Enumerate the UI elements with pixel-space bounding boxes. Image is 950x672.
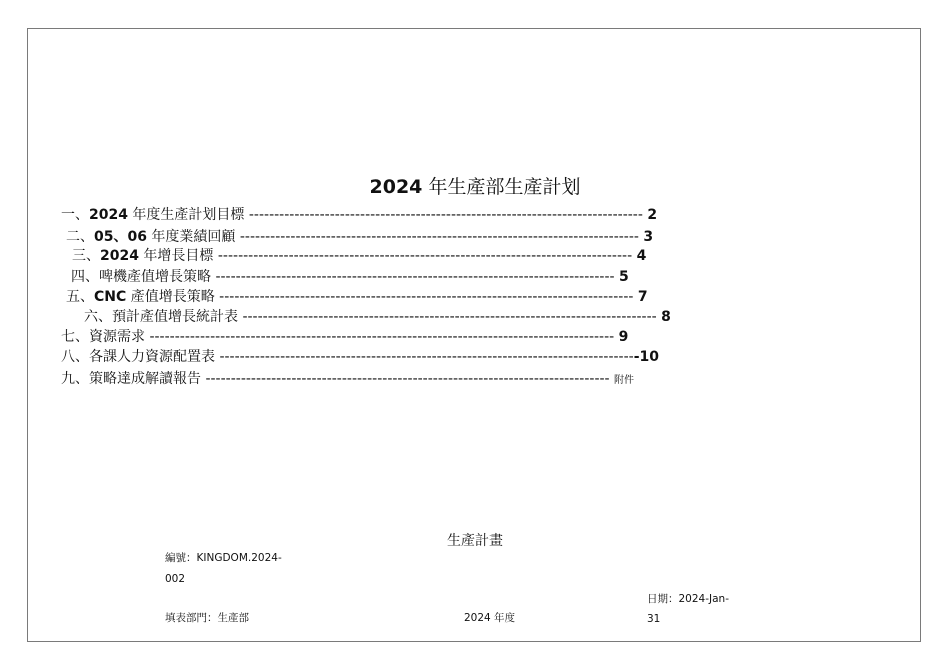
footer-title: 生產計畫 xyxy=(447,533,503,549)
toc-item-number: 九、 xyxy=(61,371,89,387)
toc-item-page: 5 xyxy=(619,269,629,285)
date-line2: 31 xyxy=(647,613,661,625)
toc-item-9[interactable] xyxy=(61,370,634,390)
toc-item-leader: ------------------------------------------------------------------------------ xyxy=(248,207,643,223)
toc-item-bold: CNC xyxy=(94,289,127,305)
toc-item-leader: ---------------------------------------------------------------------------------- xyxy=(219,289,634,305)
toc-item-leader: ------------------------------------------------------------------------------- xyxy=(239,229,639,245)
toc-item-page: 3 xyxy=(643,229,654,245)
document-code-line2: 002 xyxy=(165,573,186,585)
toc-item-5[interactable] xyxy=(66,288,648,306)
toc-item-page: -10 xyxy=(633,349,659,365)
toc-item-bold: 2024 xyxy=(89,207,128,223)
toc-item-title: 啤機產值增長策略 xyxy=(99,269,211,285)
toc-item-6[interactable] xyxy=(84,308,671,326)
toc-item-title: 年度業績回顧 xyxy=(151,229,236,245)
toc-item-title: 預計產值增長統計表 xyxy=(112,309,238,325)
toc-item-page: 8 xyxy=(661,309,671,325)
toc-item-8[interactable] xyxy=(61,348,659,366)
toc-item-title: 各課人力資源配置表 xyxy=(89,349,215,365)
toc-item-number: 七、 xyxy=(61,329,89,345)
toc-item-page: 2 xyxy=(647,207,658,223)
toc-item-bold: 05、06 xyxy=(94,229,147,245)
toc-item-2[interactable] xyxy=(66,228,653,246)
toc-item-leader: -------------------------------------------------------------------------------------------- xyxy=(149,329,615,345)
toc-item-leader: ---------------------------------------------------------------------------------- xyxy=(242,309,657,325)
title-text: 年生產部生產計划 xyxy=(428,176,581,198)
toc-item-page: 附件 xyxy=(614,375,635,386)
toc-item-7[interactable] xyxy=(61,328,628,346)
toc-item-1[interactable] xyxy=(61,206,657,224)
toc-item-leader: ---------------------------------------------------------------------------------- xyxy=(217,248,633,264)
toc-item-title: 年度生產計划目標 xyxy=(132,207,245,223)
toc-item-leader: ------------------------------------------------------------------------------- xyxy=(215,269,615,285)
toc-item-number: 六、 xyxy=(84,309,112,325)
department-field: 填表部門：生產部 xyxy=(165,612,249,624)
toc-item-4[interactable] xyxy=(71,268,629,286)
toc-item-title: 產值增長策略 xyxy=(130,289,215,305)
toc-item-title: 策略達成解讀報告 xyxy=(89,371,201,387)
fiscal-year: 2024 年度 xyxy=(464,612,516,624)
toc-item-number: 五、 xyxy=(66,289,94,305)
toc-item-number: 一、 xyxy=(61,207,89,223)
toc-item-bold: 2024 xyxy=(100,248,139,264)
toc-item-page: 9 xyxy=(618,329,629,345)
toc-item-leader: -------------------------------------------------------------------------------- xyxy=(205,371,610,387)
toc-item-title: 年增長目標 xyxy=(143,248,214,264)
toc-item-leader: ---------------------------------------------------------------------------------- xyxy=(219,349,634,365)
toc-item-page: 4 xyxy=(636,248,647,264)
toc-item-title: 資源需求 xyxy=(89,329,145,345)
toc-item-page: 7 xyxy=(637,289,648,305)
toc-item-number: 二、 xyxy=(66,229,94,245)
date-line1: 日期：2024-Jan- xyxy=(647,593,729,605)
document-code-line1: 編號：KINGDOM.2024- xyxy=(165,552,282,564)
toc-item-number: 三、 xyxy=(72,248,100,264)
toc-item-number: 四、 xyxy=(71,269,99,285)
toc-item-number: 八、 xyxy=(61,349,89,365)
title-year: 2024 xyxy=(369,176,423,198)
toc-item-3[interactable] xyxy=(72,247,646,265)
